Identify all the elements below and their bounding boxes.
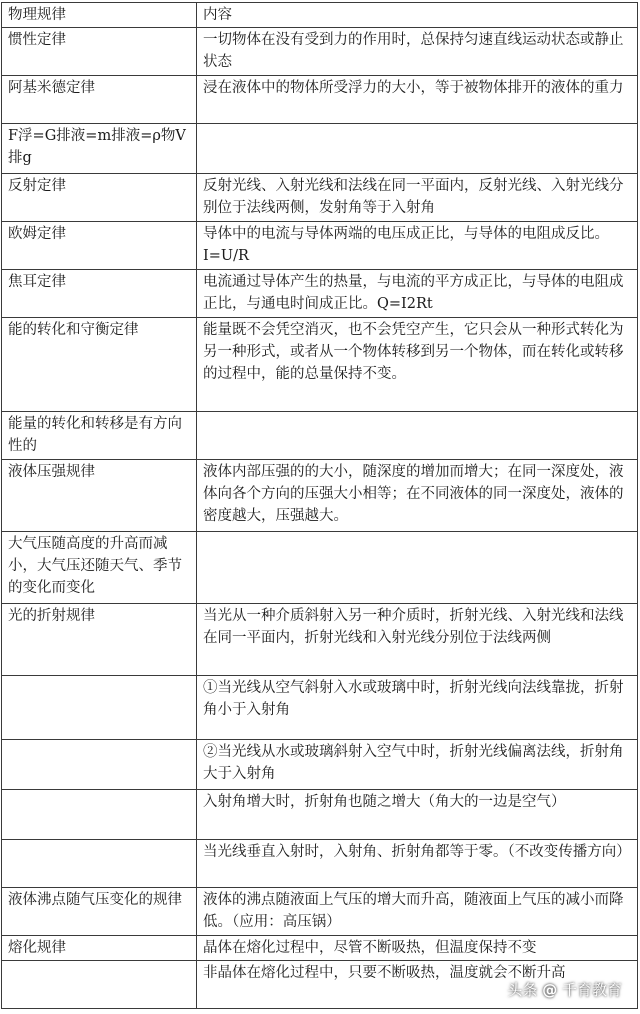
content-cell: 电流通过导体产生的热量，与电流的平方成正比，与导体的电阻成正比，与通电时间成正比。Q=I2Rt [197,270,638,318]
content-cell: 能量既不会凭空消灭，也不会凭空产生，它只会从一种形式转化为另一种形式，或者从一个物体转移到另一个物体，而在转化或转移的过程中，能的总量保持不变。 [197,318,638,412]
content-cell: 一切物体在没有受到力的作用时，总保持匀速直线运动状态或静止状态 [197,28,638,76]
law-cell [2,740,197,790]
table-row [2,222,638,270]
content-cell: 液体的沸点随液面上气压的增大而升高，随液面上气压的减小而降低。（应用：高压锅） [197,888,638,936]
table-row [2,740,638,790]
table-row [2,28,638,76]
law-cell: 熔化规律 [2,936,197,961]
content-cell: 液体内部压强的的大小，随深度的增加而增大；在同一深度处，液体向各个方向的压强大小相等；在不同液体的同一深度处，液体的密度越大，压强越大。 [197,460,638,532]
content-cell: 浸在液体中的物体所受浮力的大小，等于被物体排开的液体的重力 [197,76,638,124]
table-row [2,888,638,936]
physics-laws-table [1,2,638,1009]
content-cell: ②当光线从水或玻璃斜射入空气中时，折射光线偏离法线，折射角大于入射角 [197,740,638,790]
law-cell: 欧姆定律 [2,222,197,270]
law-cell: 反射定律 [2,174,197,222]
watermark-account: 千育教育 [561,981,622,999]
content-cell [197,412,638,460]
table-row [2,936,638,961]
content-cell: 导体中的电流与导体两端的电压成正比，与导体的电阻成反比。I=U/R [197,222,638,270]
table-row [2,124,638,174]
law-cell: F浮=G排液=m排液=ρ物V排g [2,124,197,174]
content-cell: 当光线垂直入射时，入射角、折射角都等于零。（不改变传播方向） [197,840,638,888]
law-cell [2,961,197,1009]
watermark-at: @ [542,981,558,999]
content-cell [197,532,638,604]
content-cell: 反射光线、入射光线和法线在同一平面内，反射光线、入射光线分别位于法线两侧，发射角等于入射角 [197,174,638,222]
source-watermark [507,979,622,1000]
table-header-row [2,3,638,28]
content-cell: 入射角增大时，折射角也随之增大（角大的一边是空气） [197,790,638,840]
table-row [2,460,638,532]
law-cell: 能量的转化和转移是有方向性的 [2,412,197,460]
header-content: 内容 [197,3,638,28]
content-cell [197,124,638,174]
law-cell: 焦耳定律 [2,270,197,318]
table-row [2,318,638,412]
table-row [2,174,638,222]
table-row [2,840,638,888]
table-row [2,412,638,460]
law-cell: 能的转化和守衡定律 [2,318,197,412]
table-row [2,604,638,676]
law-cell [2,840,197,888]
content-cell: 非晶体在熔化过程中，只要不断吸热，温度就会不断升高 [197,961,638,1009]
table-row [2,676,638,740]
content-cell: ①当光线从空气斜射入水或玻璃中时，折射光线向法线靠拢，折射角小于入射角 [197,676,638,740]
law-cell: 液体压强规律 [2,460,197,532]
law-cell: 阿基米德定律 [2,76,197,124]
law-cell: 光的折射规律 [2,604,197,676]
table-row [2,532,638,604]
law-cell: 液体沸点随气压变化的规律 [2,888,197,936]
content-cell: 晶体在熔化过程中，尽管不断吸热，但温度保持不变 [197,936,638,961]
header-law: 物理规律 [2,3,197,28]
law-cell: 大气压随高度的升高而减小，大气压还随天气、季节的变化而变化 [2,532,197,604]
content-cell: 当光从一种介质斜射入另一种介质时，折射光线、入射光线和法线在同一平面内，折射光线和入射光线分别位于法线两侧 [197,604,638,676]
law-cell [2,676,197,740]
table-row [2,790,638,840]
law-cell: 惯性定律 [2,28,197,76]
watermark-source: 头条 [507,981,538,999]
law-cell [2,790,197,840]
table-row [2,76,638,124]
table-row [2,270,638,318]
